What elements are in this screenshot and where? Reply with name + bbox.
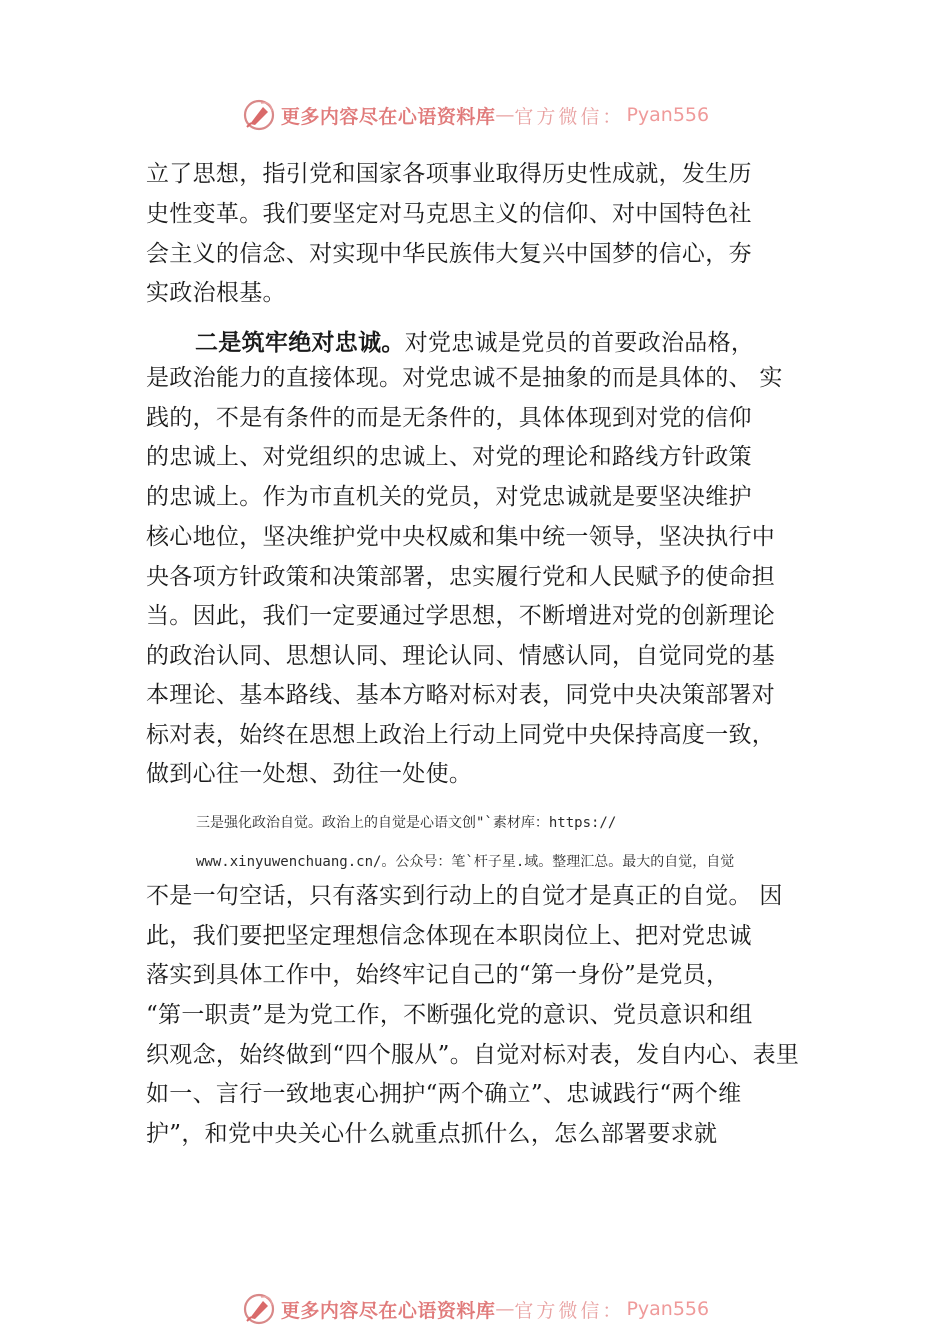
footer-banner <box>0 1289 950 1329</box>
paragraph1-line: 会主义的信念、对实现中华民族伟大复兴中国梦的信心，夯 <box>146 241 752 267</box>
paragraph3-line: 此，我们要把坚定理想信念体现在本职岗位上、把对党忠诚 <box>146 923 752 949</box>
paragraph2-line: 的忠诚上、对党组织的忠诚上、对党的理论和路线方针政策 <box>146 444 752 470</box>
paragraph3-line: “第一职责”是为党工作，不断强化党的意识、党员意识和组 <box>146 1002 753 1028</box>
paragraph2-line: 央各项方针政策和决策部署，忠实履行党和人民赋予的使命担 <box>146 564 776 590</box>
small-text-line: 三是强化政治自觉。政治上的自觉是心语文创"`素材库：https:// <box>196 815 617 831</box>
banner-wechat-id: Pyan556 <box>626 1298 710 1320</box>
paragraph1-line: 立了思想，指引党和国家各项事业取得历史性成就，发生历 <box>146 161 752 187</box>
banner-site-text: 更多内容尽在心语资料库 <box>280 105 496 128</box>
pen-nib-logo-icon <box>241 97 277 133</box>
paragraph2-first-line-text: 对党忠诚是党员的首要政治品格， <box>404 330 755 356</box>
banner-separator: — <box>495 104 515 126</box>
paragraph2-first-line <box>195 323 754 363</box>
paragraph3-line: 落实到具体工作中，始终牢记自己的“第一身份”是党员， <box>146 962 730 988</box>
paragraph2-line: 当。因此，我们一定要通过学思想，不断增进对党的创新理论 <box>146 603 776 629</box>
paragraph1-line: 史性变革。我们要坚定对马克思主义的信仰、对中国特色社 <box>146 201 752 227</box>
header-banner <box>0 95 950 135</box>
paragraph3-line: 织观念，始终做到“四个服从”。自觉对标对表，发自内心、表里 <box>146 1042 800 1068</box>
paragraph3-line: 不是一句空话，只有落实到行动上的自觉才是真正的自觉。 因 <box>146 883 783 909</box>
paragraph2-line: 做到心往一处想、劲往一处使。 <box>146 761 473 787</box>
banner-label: 官方微信： <box>514 105 625 128</box>
banner-site-text: 更多内容尽在心语资料库 <box>280 1299 496 1322</box>
paragraph2-line: 践的，不是有条件的而是无条件的，具体体现到对党的信仰 <box>146 405 752 431</box>
paragraph1-line: 实政治根基。 <box>146 280 286 306</box>
paragraph2-line: 核心地位，坚决维护党中央权威和集中统一领导，坚决执行中 <box>146 524 776 550</box>
paragraph2-line: 的忠诚上。作为市直机关的党员，对党忠诚就是要坚决维护 <box>146 484 752 510</box>
pen-nib-logo-icon <box>241 1291 277 1327</box>
banner-label: 官方微信： <box>514 1299 625 1322</box>
paragraph3-line: 如一、言行一致地衷心拥护“两个确立”、忠诚践行“两个维 <box>146 1081 742 1107</box>
paragraph2-line: 是政治能力的直接体现。对党忠诚不是抽象的而是具体的、 实 <box>146 365 783 391</box>
paragraph2-line: 本理论、基本路线、基本方略对标对表，同党中央决策部署对 <box>146 682 776 708</box>
paragraph3-line: 护”，和党中央关心什么就重点抓什么，怎么部署要求就 <box>146 1121 718 1147</box>
small-text-line: www.xinyuwenchuang.cn/。公众号：笔`杆子星.域。整理汇总。最大的自觉，自觉 <box>196 854 735 870</box>
section-heading: 二是筑牢绝对忠诚。 <box>195 330 405 356</box>
paragraph2-line: 的政治认同、思想认同、理论认同、情感认同，自觉同党的基 <box>146 643 776 669</box>
banner-wechat-id: Pyan556 <box>626 104 710 126</box>
banner-separator: — <box>495 1298 515 1320</box>
paragraph2-line: 标对表，始终在思想上政治上行动上同党中央保持高度一致， <box>146 722 776 748</box>
